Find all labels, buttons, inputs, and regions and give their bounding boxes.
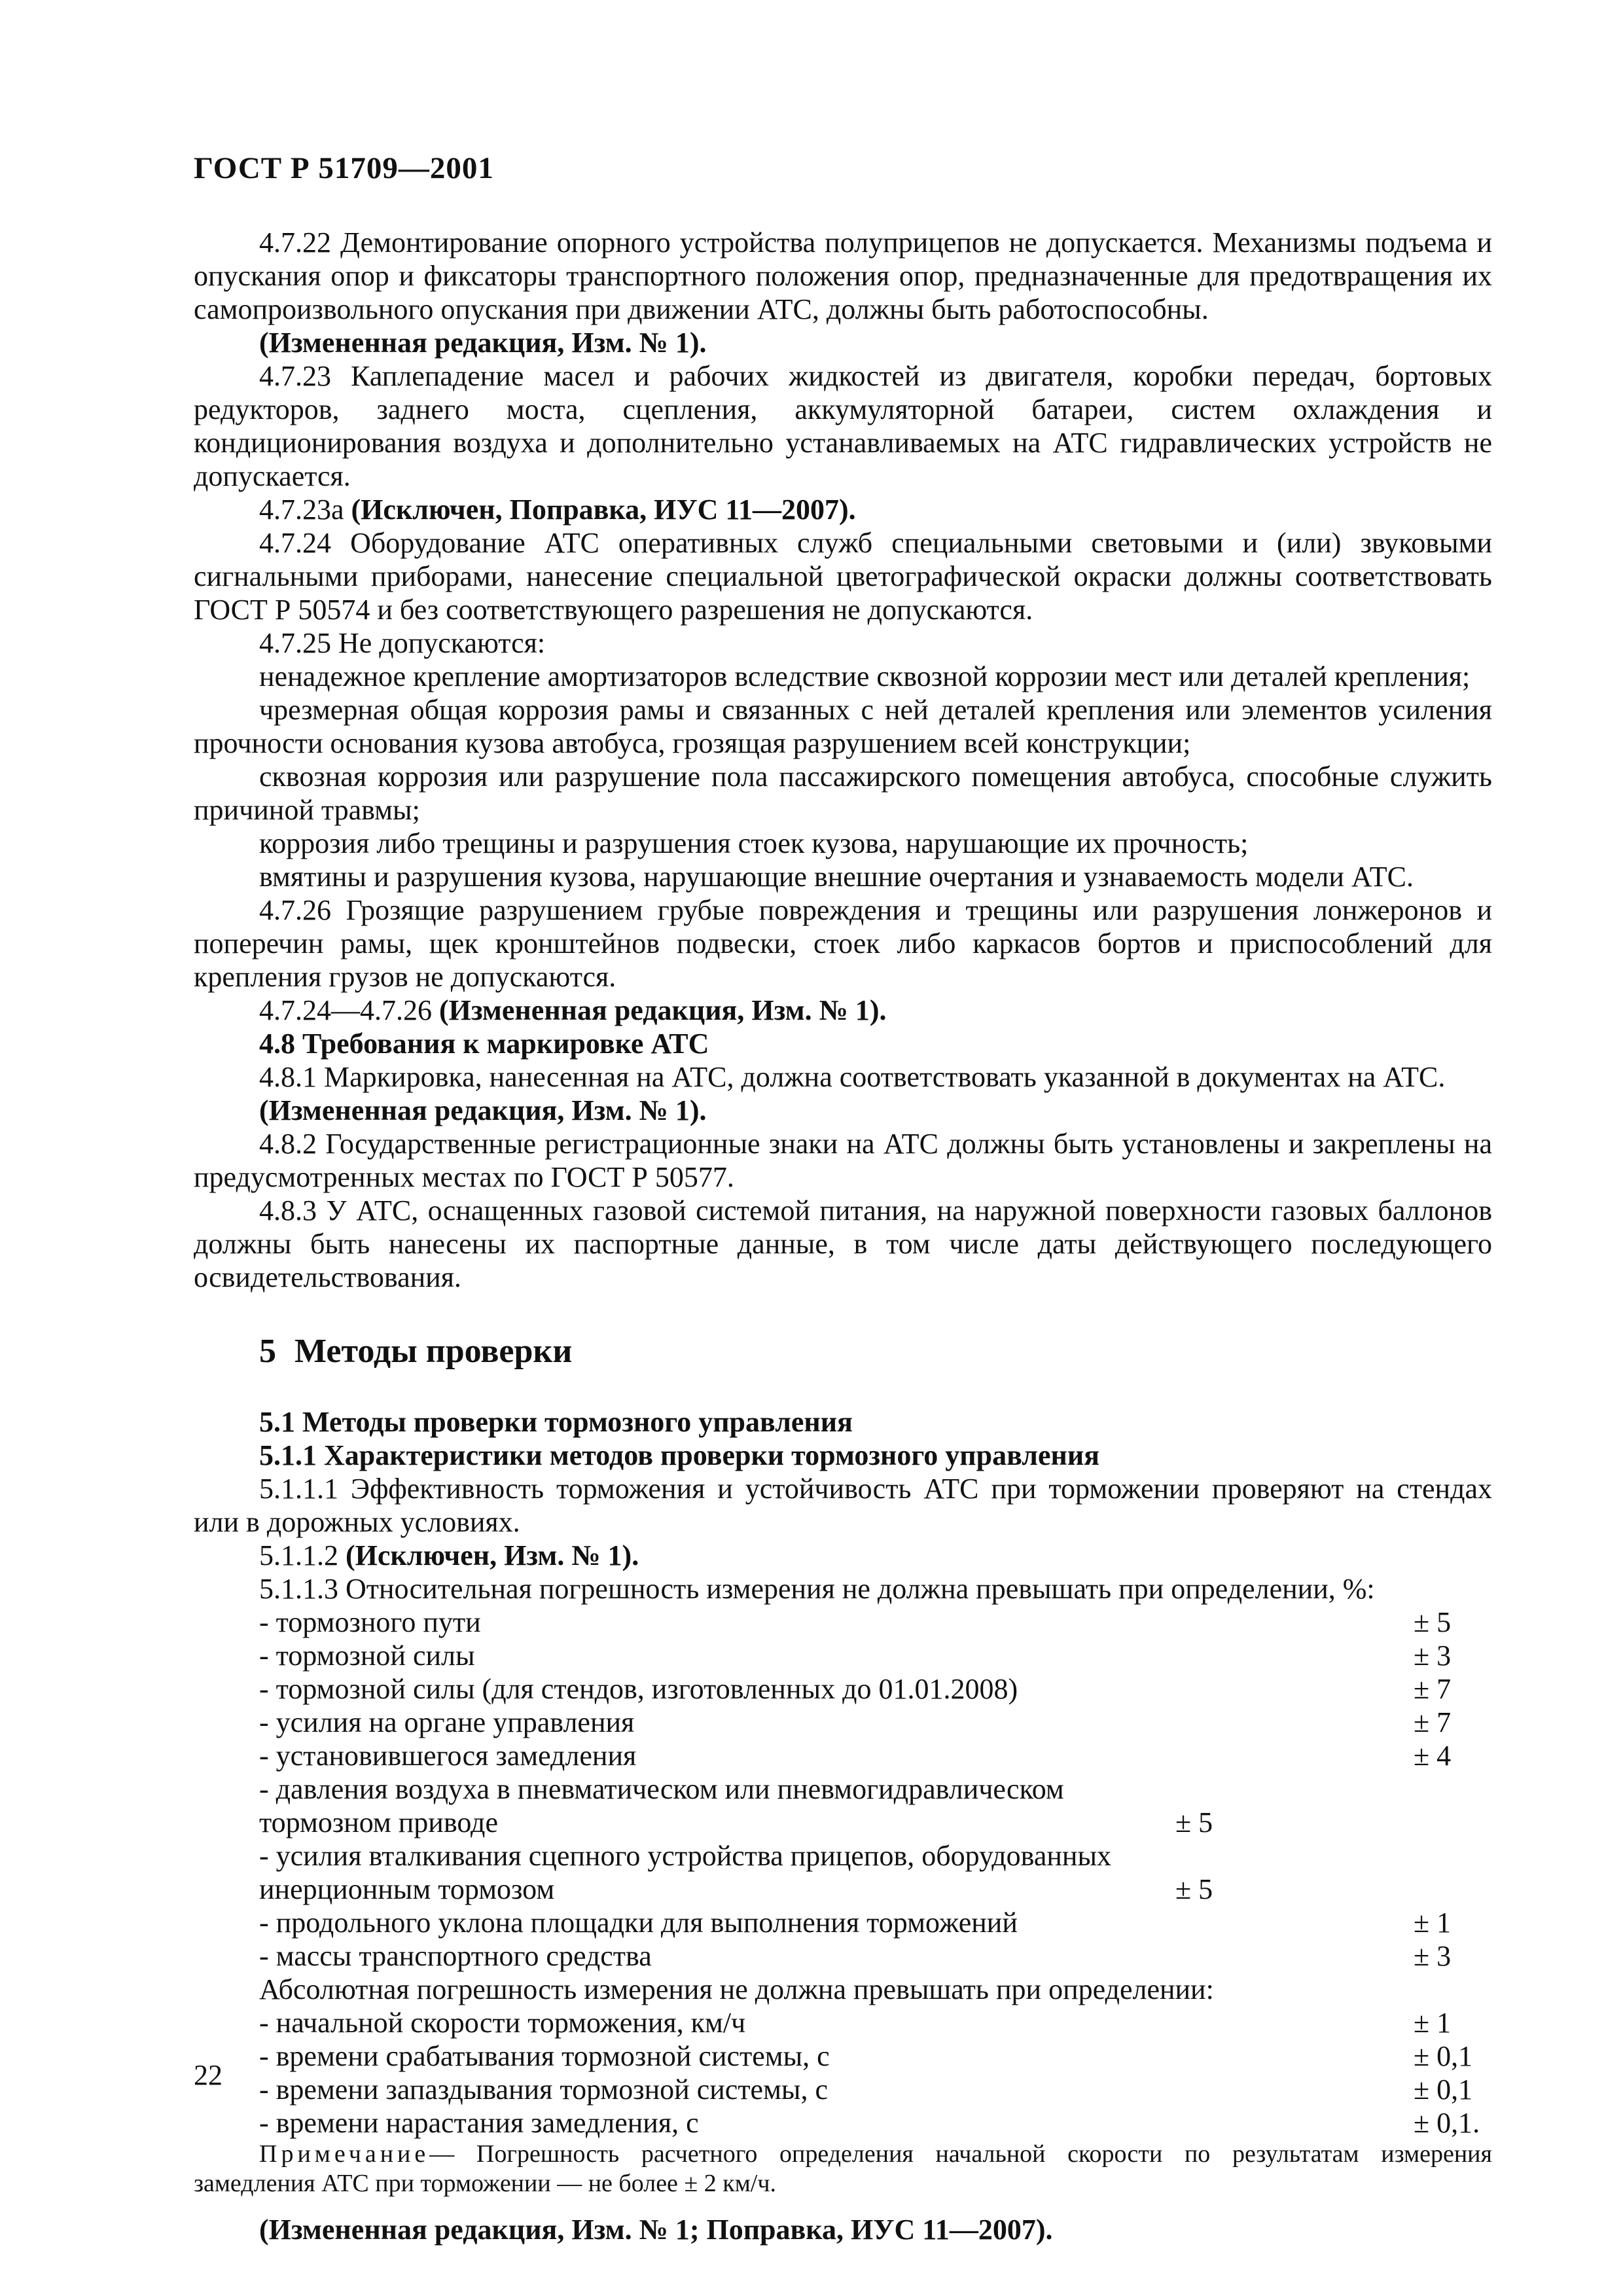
clause-4-7-22: 4.7.22 Демонтирование опорного устройства полуприцепов не допускается. Механизмы подъема и опускания опор и фиксаторы транспортного положения опор, предназначенные для предотвращения их самопроизвольного опускания при движении АТС, должны быть работоспособны.: [194, 226, 1492, 325]
list-item: ненадежное крепление амортизаторов вследствие сквозной коррозии мест или деталей крепления;: [259, 660, 1471, 692]
page-number: 22: [194, 2059, 223, 2091]
list-item: сквозная коррозия или разрушение пола пассажирского помещения автобуса, способные служить причиной травмы;: [194, 761, 1492, 826]
clause-number: 4.7.24—4.7.26: [259, 994, 432, 1026]
tolerance-row: - тормозной силы (для стендов, изготовленных до 01.01.2008) ± 7: [259, 1673, 1452, 1705]
tolerance-row: - времени запаздывания тормозной системы, с ± 0,1: [259, 2073, 1473, 2106]
section-5-title: [194, 1332, 1492, 1371]
clause-number: 4.7.23а: [259, 493, 344, 526]
note: [194, 2140, 1492, 2198]
tolerance-row: - массы транспортного средства ± 3: [259, 1940, 1452, 1972]
clause-4-8-3: 4.8.3 У АТС, оснащенных газовой системой питания, на наружной поверхности газовых баллонов должны быть нанесены их паспортные данные, в том числе даты действующего последующего освидетельствования.: [194, 1194, 1492, 1293]
tolerance-row: - продольного уклона площадки для выполнения торможений ± 1: [259, 1907, 1452, 1939]
amendment-note: (Измененная редакция, Изм. № 1).: [259, 1094, 707, 1126]
section-number: 5: [259, 1333, 276, 1370]
clause-4-7-23: 4.7.23 Каплепадение масел и рабочих жидкостей из двигателя, коробки передач, бортовых редукторов, заднего моста, сцепления, аккумуляторной батареи, систем охлаждения и кондиционирования воздуха и дополнительно устанавливаемых на АТС гидравлических устройств не допускается.: [194, 360, 1492, 492]
note-text: — Погрешность расчетного определения начальной скорости по результатам измерения замедления АТС при торможении — не более ± 2 км/ч.: [194, 2140, 1492, 2197]
clause-4-8-1: 4.8.1 Маркировка, нанесенная на АТС, должна соответствовать указанной в документах на АТС.: [259, 1061, 1446, 1093]
page-header: ГОСТ Р 51709—2001: [194, 151, 494, 185]
clause-5-1-1-3: 5.1.1.3 Относительная погрешность измерения не должна превышать при определении, %:: [259, 1573, 1375, 1605]
clause-5-1-1-2: [194, 1539, 1492, 1572]
section-title-text: Методы проверки: [294, 1333, 573, 1370]
clause-4-8-2: 4.8.2 Государственные регистрационные знаки на АТС должны быть установлены и закреплены на предусмотренных местах по ГОСТ Р 50577.: [194, 1128, 1492, 1193]
tolerance-row: - тормозной силы ± 3: [259, 1640, 1452, 1672]
amendment-note: (Измененная редакция, Изм. № 1).: [259, 327, 707, 359]
clause-4-7-26: 4.7.26 Грозящие разрушением грубые повреждения и трещины или разрушения лонжеронов и поперечин рамы, щек кронштейнов подвески, стоек либо каркасов бортов и приспособлений для крепления грузов не допускаются.: [194, 894, 1492, 993]
clause-4-7-25: 4.7.25 Не допускаются:: [259, 627, 546, 659]
list-item: вмятины и разрушения кузова, нарушающие внешние очертания и узнаваемость модели АТС.: [259, 861, 1414, 893]
subsection-4-8-title: 4.8 Требования к маркировке АТС: [259, 1028, 709, 1060]
subsection-5-1-title: 5.1 Методы проверки тормозного управления: [259, 1406, 853, 1438]
amendment-note: (Измененная редакция, Изм. № 1).: [439, 994, 887, 1026]
clause-5-1-1-1: 5.1.1.1 Эффективность торможения и устойчивость АТС при торможении проверяют на стендах или в дорожных условиях.: [194, 1473, 1492, 1538]
tolerance-row: - времени нарастания замедления, с ± 0,1.: [259, 2107, 1480, 2139]
tolerance-row: - времени срабатывания тормозной системы, с ± 0,1: [259, 2040, 1473, 2072]
tolerance-row: - тормозного пути ± 5: [259, 1606, 1452, 1638]
absolute-error-intro: Абсолютная погрешность измерения не должна превышать при определении:: [259, 1973, 1214, 2005]
list-item: коррозия либо трещины и разрушения стоек кузова, нарушающие их прочность;: [259, 827, 1249, 859]
document-body: [194, 226, 1492, 2246]
clause-number: 5.1.1.2: [259, 1539, 338, 1571]
subsection-5-1-1-title: 5.1.1 Характеристики методов проверки тормозного управления: [259, 1439, 1100, 1471]
amendment-note: (Исключен, Изм. № 1).: [346, 1539, 639, 1571]
tolerance-row: - установившегося замедления ± 4: [259, 1740, 1452, 1772]
clause-4-7-23a: [194, 493, 1492, 526]
clause-4-7-24-26: [194, 994, 1492, 1027]
list-item: чрезмерная общая коррозия рамы и связанных с ней деталей крепления или элементов усиления прочности основания кузова автобуса, грозящая разрушением всей конструкции;: [194, 694, 1492, 759]
amendment-note: (Исключен, Поправка, ИУС 11—2007).: [351, 493, 856, 526]
clause-4-7-24: 4.7.24 Оборудование АТС оперативных служб специальными световыми и (или) звуковыми сигнальными приборами, нанесение специальной цветографической окраски должны соответствовать ГОСТ Р 50574 и без соответствующего разрешения не допускаются.: [194, 527, 1492, 626]
tolerance-row: - усилия на органе управления ± 7: [259, 1706, 1452, 1738]
note-label: Примечание: [259, 2140, 430, 2168]
final-amendment-note: (Измененная редакция, Изм. № 1; Поправка, ИУС 11—2007).: [259, 2214, 1053, 2246]
tolerance-row: - давления воздуха в пневматическом или пневмогидравлическом тормозном приводе ± 5: [259, 1773, 1213, 1839]
tolerance-row: - усилия вталкивания сцепного устройства прицепов, оборудованных инерционным тормозом ± 5: [259, 1840, 1213, 1905]
tolerance-row: - начальной скорости торможения, км/ч ± 1: [259, 2007, 1452, 2039]
